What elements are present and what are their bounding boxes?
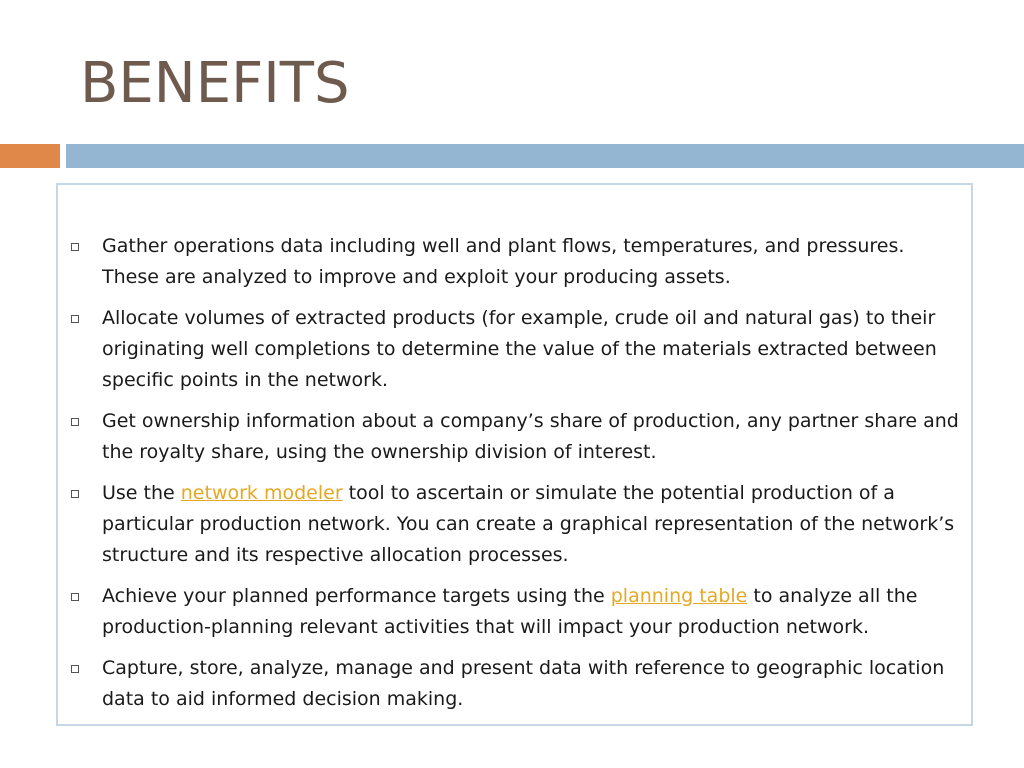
bullet-text: Capture, store, analyze, manage and present data with reference to geographic location data to aid informed decision making. bbox=[102, 657, 945, 710]
bullet-text-end: to analyze all the production-planning relevant activities that will impact your production network. bbox=[102, 585, 918, 638]
bullet-item bbox=[66, 478, 966, 571]
accent-bar-orange bbox=[0, 144, 60, 168]
square-bullet-icon bbox=[71, 243, 79, 251]
bullet-text-start: Achieve your planned performance targets using the bbox=[102, 585, 611, 607]
square-bullet-icon bbox=[71, 315, 79, 323]
bullet-list bbox=[66, 231, 966, 725]
bullet-item bbox=[66, 653, 966, 715]
square-bullet-icon bbox=[71, 418, 79, 426]
network-modeler-link[interactable]: network modeler bbox=[180, 482, 343, 504]
square-bullet-icon bbox=[71, 665, 79, 673]
accent-bar-blue bbox=[66, 144, 1024, 168]
bullet-text: Gather operations data including well and plant flows, temperatures, and pressures. These are analyzed to improve and exploit your producing assets. bbox=[102, 235, 905, 288]
bullet-text: Get ownership information about a company’s share of production, any partner share and the royalty share, using the ownership division of interest. bbox=[102, 410, 959, 463]
bullet-text-start: Use the bbox=[102, 482, 181, 504]
bullet-item bbox=[66, 231, 966, 293]
bullet-item bbox=[66, 303, 966, 396]
slide-title: BENEFITS bbox=[80, 51, 350, 116]
bullet-text: Allocate volumes of extracted products (for example, crude oil and natural gas) to their originating well completions to determine the value of the materials extracted between specific points in the network. bbox=[102, 307, 937, 391]
planning-table-link[interactable]: planning table bbox=[610, 585, 748, 607]
bullet-item bbox=[66, 581, 966, 643]
bullet-item bbox=[66, 406, 966, 468]
square-bullet-icon bbox=[71, 593, 79, 601]
bullet-text-end: tool to ascertain or simulate the potential production of a particular production network. You can create a graphical representation of the network’s structure and its respective allocation processes. bbox=[102, 482, 955, 566]
square-bullet-icon bbox=[71, 490, 79, 498]
